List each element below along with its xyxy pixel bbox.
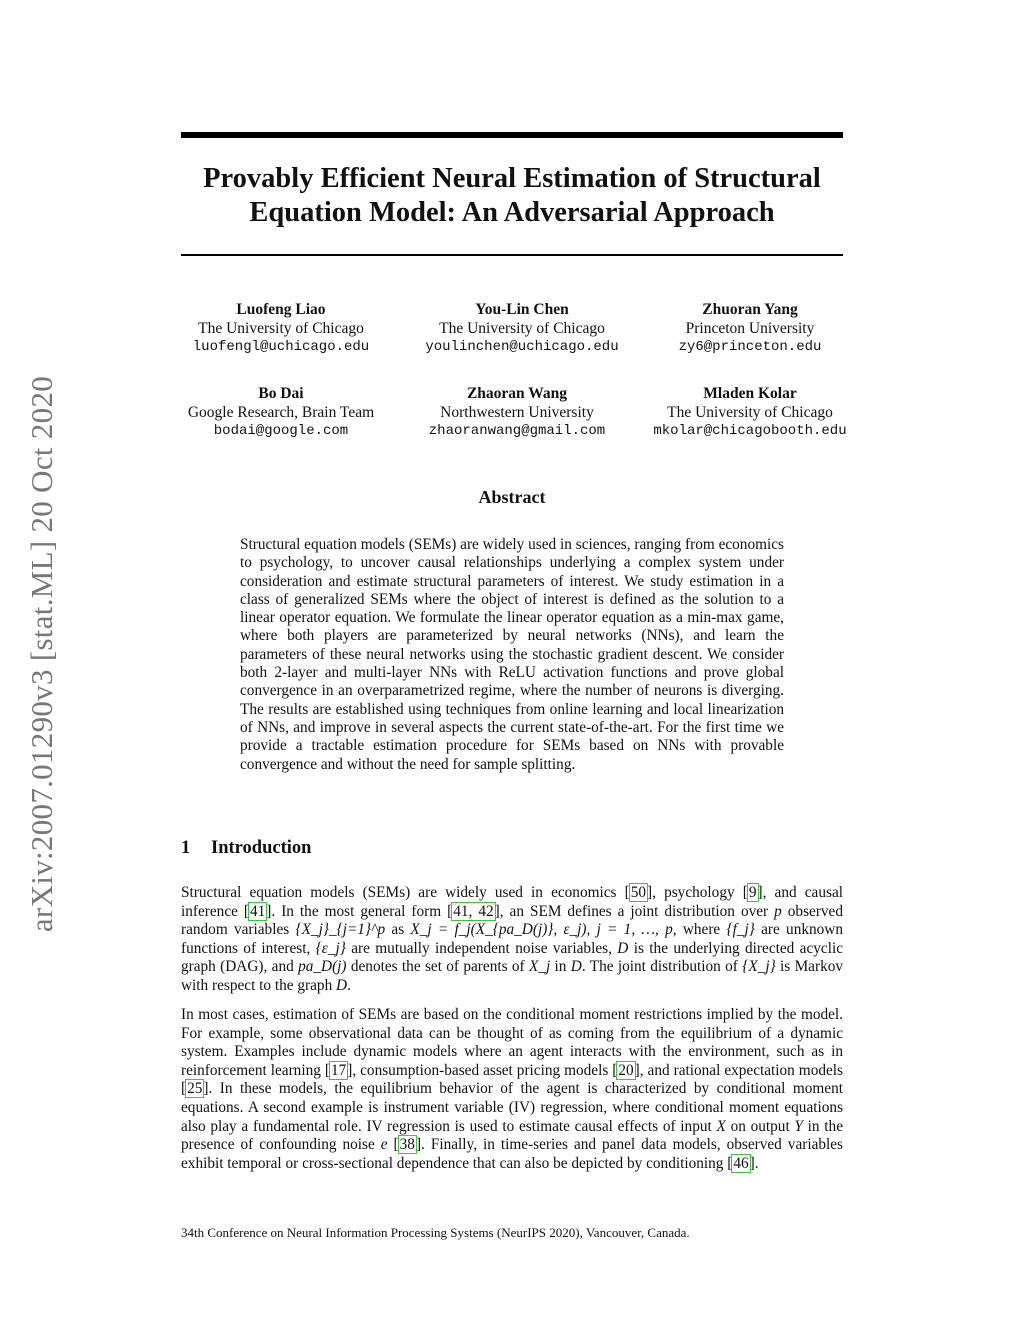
citation-link[interactable]: 41: [249, 902, 266, 920]
author-name: You-Lin Chen: [475, 301, 569, 318]
author-name: Zhuoran Yang: [702, 301, 798, 318]
abstract-body: Structural equation models (SEMs) are widely used in sciences, ranging from economics to psychology, to uncover causal relationships underlying a complex system under consideration and estimate structural parameters of interest. We study estimation in a class of generalized SEMs where the object of interest is defined as the solution to a linear operator equation. We formulate the linear operator equation as a min-max game, where both players are parameterized by neural networks (NNs), and learn the parameters of these neural networks using the stochastic gradient descent. We consider both 2-layer and multi-layer NNs with ReLU activation functions and prove global convergence in an overparametrized regime, where the number of neurons is diverging. The results are established using techniques from online learning and local linearization of NNs, and improve in several aspects the current state-of-the-art. For the first time we provide a tractable estimation procedure for SEMs based on NNs with provable convergence and without the need for sample splitting.: [240, 536, 784, 773]
math-expression: Y: [794, 1117, 803, 1135]
author-block: [407, 384, 627, 441]
math-expression: e: [380, 1136, 388, 1154]
author-affiliation: Google Research, Brain Team: [187, 404, 375, 421]
author-affiliation: The University of Chicago: [198, 320, 364, 337]
title-line-1: Provably Efficient Neural Estimation of Structural: [203, 163, 821, 194]
author-affiliation: The University of Chicago: [439, 320, 605, 337]
author-block: [163, 300, 399, 357]
author-email[interactable]: zhaoranwang@gmail.com: [428, 423, 606, 439]
section-heading-introduction: [181, 838, 311, 859]
math-expression: pa_D(j): [298, 958, 347, 976]
citation-link[interactable]: 46: [733, 1154, 749, 1172]
citation-link[interactable]: 25: [187, 1080, 203, 1098]
math-expression: X_j = f_j(X_{pa_D(j)}, ε_j), j = 1, …, p,: [410, 921, 677, 939]
author-email[interactable]: bodai@google.com: [213, 423, 349, 439]
author-row-2: [181, 384, 847, 441]
intro-paragraph-2: In most cases, estimation of SEMs are based on the conditional moment restrictions implied by the model. For example, some observational data can be thought of as coming from the equilibrium of a dynamic system. Examples include dynamic models where an agent interacts with the environment, such as in reinforcement learning [17], consumption-based asset pricing models [20], and rational expectation models [25]. In these models, the equilibrium behavior of the agent is characterized by conditional moment equations. A second example is instrument variable (IV) regression, where conditional moment equations also play a fundamental role. IV regression is used to estimate causal effects of input X on output Y in the presence of confounding noise e [38]. Finally, in time-series and panel data models, observed variables exhibit temporal or cross-sectional dependence that can also be depicted by conditioning [46].: [181, 1006, 844, 1172]
author-affiliation: Princeton University: [685, 320, 815, 337]
section-title: Introduction: [211, 838, 312, 858]
author-email[interactable]: luofengl@uchicago.edu: [192, 339, 370, 355]
math-expression: D: [570, 958, 582, 976]
author-block: [645, 300, 855, 357]
author-block: [412, 300, 632, 357]
arxiv-identifier-text: arXiv:2007.01290v3 [stat.ML] 20 Oct 2020: [24, 375, 59, 933]
math-expression: D: [336, 976, 348, 994]
citation-link[interactable]: 41, 42: [453, 902, 494, 920]
math-expression: X: [716, 1117, 726, 1135]
author-row-1: [181, 300, 843, 357]
author-name: Mladen Kolar: [703, 385, 797, 402]
title-top-rule: [181, 132, 843, 138]
arxiv-identifier-stamp: [12, 338, 72, 970]
math-expression: p: [774, 902, 782, 920]
title-line-2: Equation Model: An Adversarial Approach: [249, 197, 775, 228]
math-expression: D: [617, 939, 629, 957]
math-expression: {f_j}: [726, 921, 755, 939]
citation-link[interactable]: 50: [630, 884, 647, 901]
title-bottom-rule: [181, 254, 843, 256]
math-expression: {X_j}: [742, 958, 776, 976]
citation-link[interactable]: 17: [330, 1061, 347, 1079]
author-name: Luofeng Liao: [236, 301, 326, 318]
abstract-heading: Abstract: [478, 487, 546, 507]
author-affiliation: Northwestern University: [440, 404, 594, 421]
conference-footnote: 34th Conference on Neural Information Processing Systems (NeurIPS 2020), Vancouver, Canada.: [181, 1225, 690, 1240]
citation-link[interactable]: 38: [399, 1136, 415, 1154]
math-expression: {ε_j}: [315, 939, 346, 957]
section-number: 1: [181, 838, 191, 858]
author-affiliation: The University of Chicago: [667, 404, 833, 421]
paper-title: [181, 162, 843, 230]
author-name: Bo Dai: [258, 385, 304, 402]
math-expression: {X_j}_{j=1}^p: [295, 921, 386, 939]
author-email[interactable]: zy6@princeton.edu: [678, 339, 822, 355]
citation-link[interactable]: 20: [618, 1061, 634, 1079]
author-name: Zhaoran Wang: [466, 385, 568, 402]
intro-paragraph-1: Structural equation models (SEMs) are widely used in economics [50], psychology [9], and causal inference [41]. In the most general form [41, 42], an SEM defines a joint distribution over p observed random variables {X_j}_{j=1}^p as X_j = f_j(X_{pa_D(j)}, ε_j), j = 1, …, p, where {f_j} are unknown functions of interest, {ε_j} are mutually independent noise variables, D is the underlying directed acyclic graph (DAG), and pa_D(j) denotes the set of parents of X_j in D. The joint distribution of {X_j} is Markov with respect to the graph D.: [181, 884, 844, 994]
author-block: [163, 384, 399, 441]
author-block: [635, 384, 865, 441]
author-email[interactable]: mkolar@chicagobooth.edu: [653, 423, 847, 439]
citation-link[interactable]: 9: [748, 884, 757, 901]
math-expression: X_j: [528, 958, 551, 976]
author-email[interactable]: youlinchen@uchicago.edu: [425, 339, 619, 355]
